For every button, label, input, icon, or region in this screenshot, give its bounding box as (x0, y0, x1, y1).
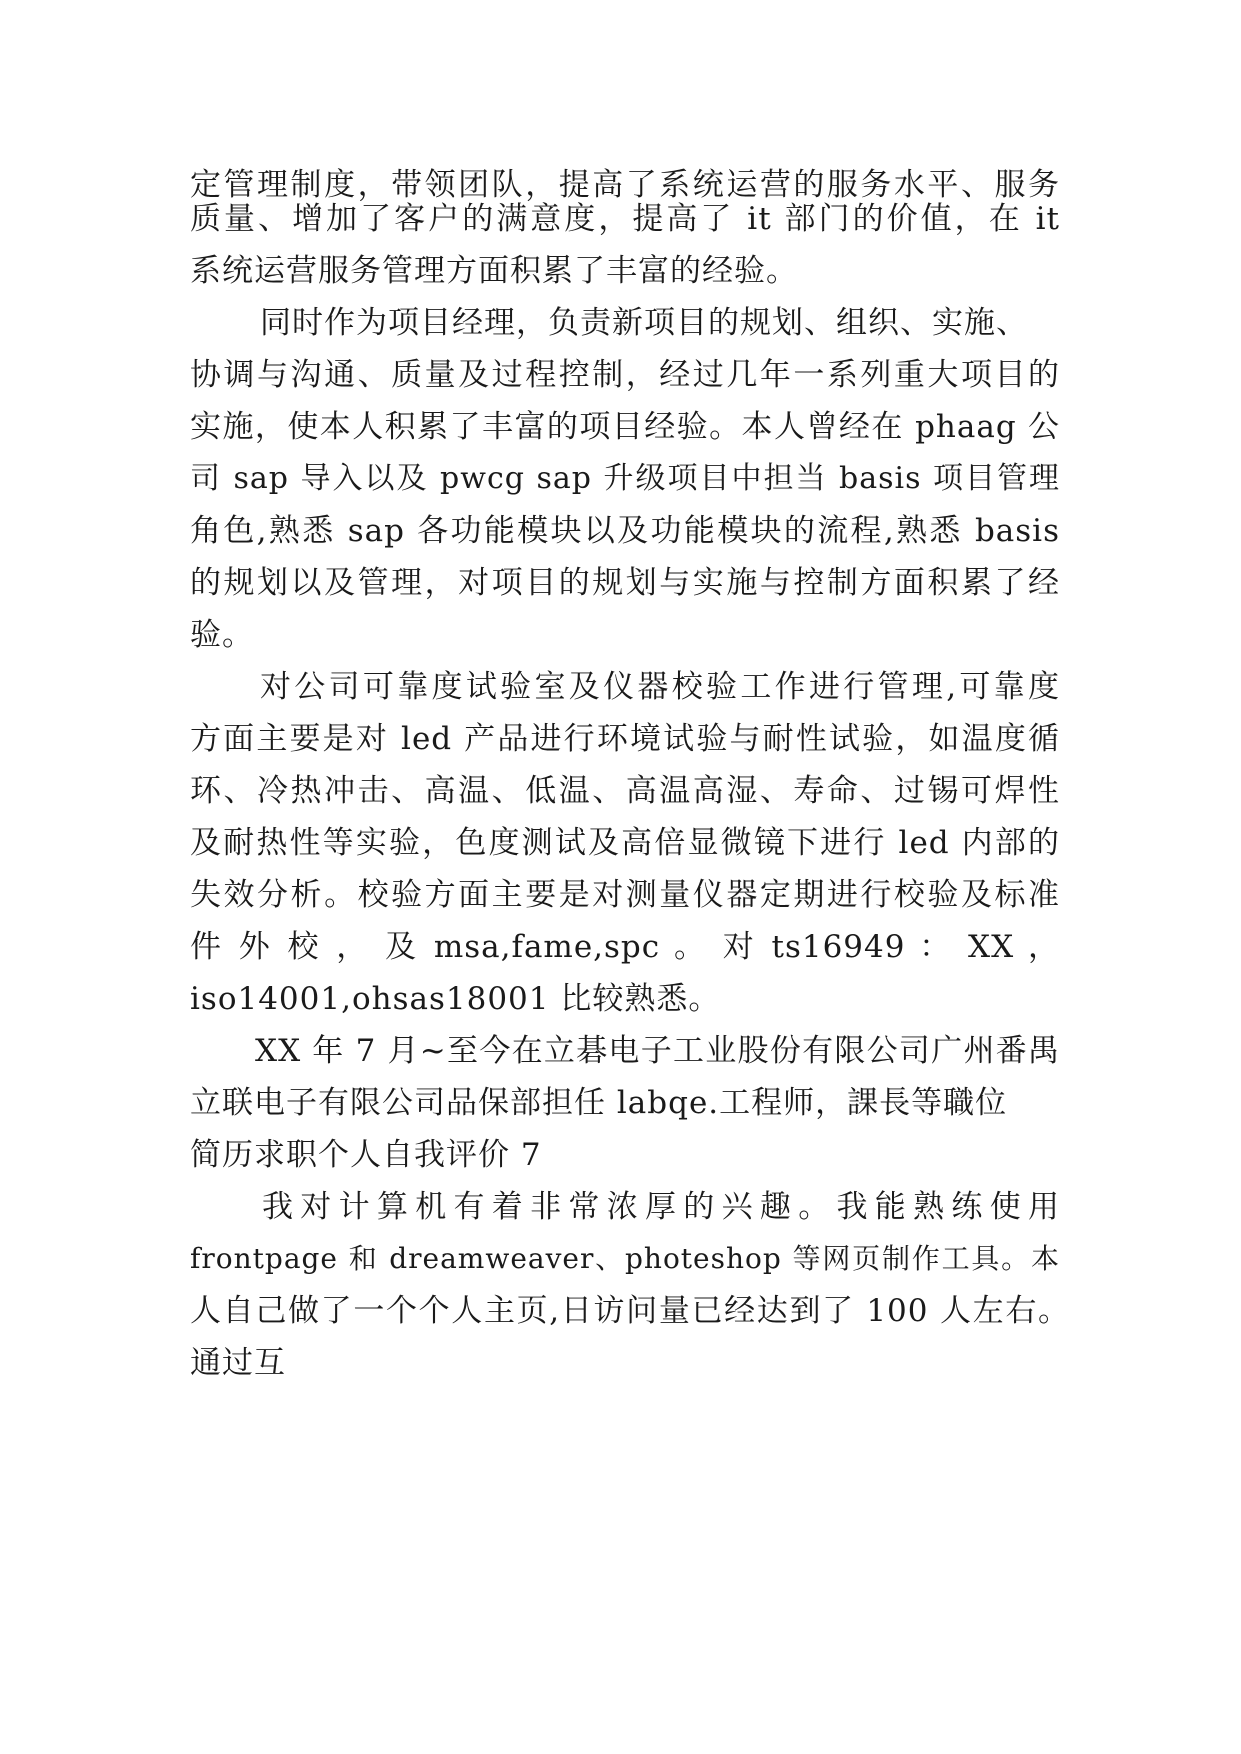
text-line: 验。 (190, 617, 254, 653)
text-line: 通过互 (190, 1345, 286, 1381)
text-line: iso14001,ohsas18001 比较熟悉。 (190, 981, 721, 1017)
paragraph-start-line: 我对计算机有着非常浓厚的兴趣。我能熟练使用 (262, 1189, 1060, 1225)
text-line: 定管理制度，带领团队，提高了系统运营的服务水平、服务 (190, 167, 1060, 203)
paragraph-start-line: 同时作为项目经理，负责新项目的规划、组织、实施、 (260, 305, 1028, 341)
text-line: 系统运营服务管理方面积累了丰富的经验。 (190, 253, 798, 289)
text-line: 失效分析。校验方面主要是对测量仪器定期进行校验及标准 (190, 877, 1060, 913)
paragraph-start-line: 对公司可靠度试验室及仪器校验工作进行管理,可靠度 (260, 669, 1060, 705)
text-line: 方面主要是对 led 产品进行环境试验与耐性试验，如温度循 (190, 721, 1060, 757)
text-line: 的规划以及管理，对项目的规划与实施与控制方面积累了经 (190, 565, 1060, 601)
section-heading: 简历求职个人自我评价 7 (190, 1137, 542, 1173)
text-line: frontpage 和 dreamweaver、photeshop 等网页制作工具。本 (190, 1242, 1060, 1275)
text-line: 司 sap 导入以及 pwcg sap 升级项目中担当 basis 项目管理 (190, 461, 1060, 496)
text-line: 件 外 校 ， 及 msa,fame,spc 。 对 ts16949 ： XX ， (190, 929, 1060, 965)
text-line: 人自己做了一个个人主页,日访问量已经达到了 100 人左右。 (190, 1293, 1070, 1329)
text-line: 及耐热性等实验，色度测试及高倍显微镜下进行 led 内部的 (190, 825, 1060, 861)
text-line: 立联电子有限公司品保部担任 labqe.工程师，課長等職位 (190, 1085, 1008, 1121)
text-line: 角色,熟悉 sap 各功能模块以及功能模块的流程,熟悉 basis (190, 513, 1060, 549)
text-line: 协调与沟通、质量及过程控制，经过几年一系列重大项目的 (190, 357, 1060, 393)
text-line: 环、冷热冲击、高温、低温、高温高湿、寿命、过锡可焊性 (190, 773, 1060, 809)
text-line: 实施，使本人积累了丰富的项目经验。本人曾经在 phaag 公 (190, 409, 1060, 445)
text-line: 质量、增加了客户的满意度，提高了 it 部门的价值，在 it (190, 201, 1060, 237)
paragraph-start-line: XX 年 7 月~至今在立碁电子工业股份有限公司广州番禺 (255, 1033, 1060, 1069)
